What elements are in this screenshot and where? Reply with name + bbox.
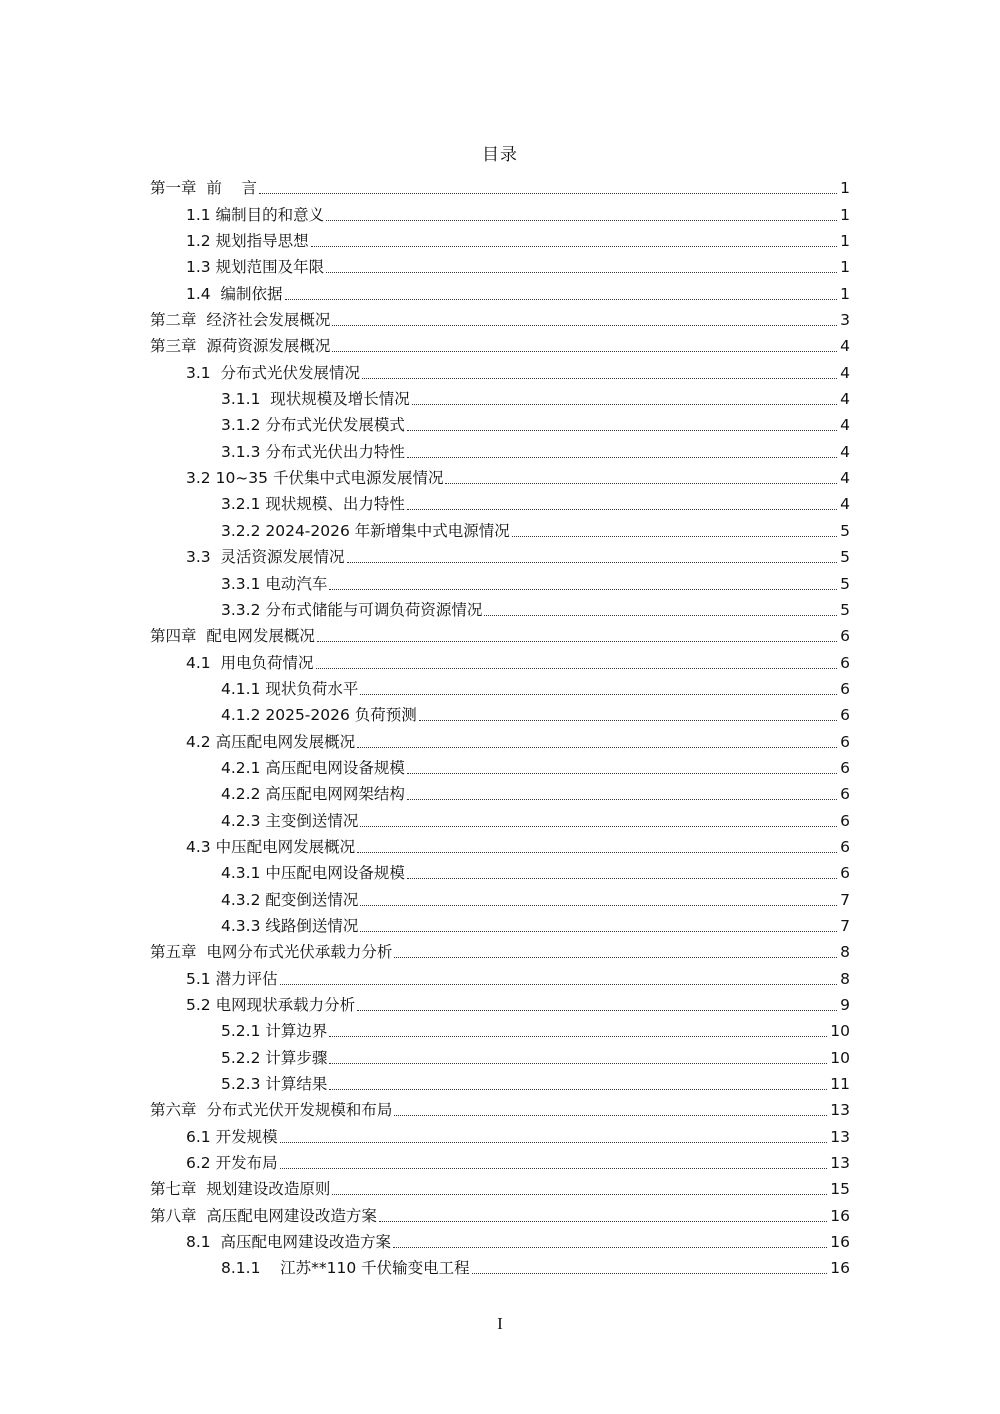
toc-entry-title: 第六章 分布式光伏开发规模和布局: [150, 1101, 393, 1120]
toc-dot-leader: [393, 1247, 827, 1248]
toc-entry[interactable]: [150, 516, 850, 542]
toc-entry[interactable]: [150, 991, 850, 1017]
toc-dot-leader: [347, 562, 837, 563]
toc-entry-title: 第一章 前 言: [150, 179, 258, 198]
toc-entry[interactable]: [150, 200, 850, 226]
toc-entry-page: 5: [840, 574, 850, 593]
toc-entry-page: 6: [840, 864, 850, 883]
toc-entry-page: 16: [830, 1206, 850, 1225]
toc-entry-page: 6: [840, 785, 850, 804]
toc-dot-leader: [484, 615, 837, 616]
toc-entry[interactable]: [150, 543, 850, 569]
toc-entry-title: 8.1 高压配电网建设改造方案: [186, 1233, 392, 1252]
toc-entry[interactable]: [150, 596, 850, 622]
toc-dot-leader: [360, 931, 837, 932]
toc-dot-leader: [357, 747, 837, 748]
toc-entry-page: 9: [840, 996, 850, 1014]
toc-dot-leader: [326, 272, 837, 273]
toc-entry-title: 3.1.1 现状规模及增长情况: [221, 390, 410, 409]
toc-entry-title: 3.1 分布式光伏发展情况: [186, 363, 361, 382]
toc-entry-page: 6: [840, 811, 850, 830]
toc-entry-page: 11: [830, 1075, 850, 1094]
toc-entry-page: 7: [840, 916, 850, 935]
toc-entry[interactable]: [150, 675, 850, 701]
toc-dot-leader: [419, 720, 837, 721]
toc-dot-leader: [311, 246, 837, 247]
toc-dot-leader: [445, 483, 837, 484]
toc-entry-title: 5.1 潜力评估: [186, 969, 278, 988]
toc-dot-leader: [407, 773, 837, 774]
toc-entry[interactable]: [150, 806, 850, 832]
toc-entry-title: 第三章 源荷资源发展概况: [150, 337, 331, 356]
toc-entry-title: 1.1 编制目的和意义: [186, 205, 325, 224]
toc-entry-title: 4.1.1 现状负荷水平: [221, 679, 359, 698]
toc-entry-title: 8.1.1 江苏**110 千伏输变电工程: [221, 1259, 470, 1278]
toc-entry-page: 4: [840, 442, 850, 461]
toc-dot-leader: [316, 668, 837, 669]
toc-entry[interactable]: [150, 964, 850, 990]
toc-entry-title: 4.3 中压配电网发展概况: [186, 837, 356, 856]
toc-entry-page: 5: [840, 548, 850, 567]
toc-entry[interactable]: [150, 780, 850, 806]
toc-dot-leader: [332, 325, 837, 326]
toc-entry[interactable]: [150, 253, 850, 279]
toc-dot-leader: [379, 1221, 827, 1222]
toc-entry[interactable]: [150, 1043, 850, 1069]
toc-dot-leader: [472, 1273, 828, 1274]
toc-entry[interactable]: [150, 912, 850, 938]
toc-entry-title: 3.3.1 电动汽车: [221, 574, 328, 593]
toc-dot-leader: [317, 641, 837, 642]
toc-dot-leader: [280, 984, 837, 985]
toc-dot-leader: [329, 1036, 827, 1037]
toc-dot-leader: [360, 826, 837, 827]
toc-dot-leader: [329, 589, 837, 590]
toc-entry-title: 4.1 用电负荷情况: [186, 653, 314, 672]
toc-dot-leader: [280, 1142, 828, 1143]
toc-entry[interactable]: [150, 648, 850, 674]
toc-entry[interactable]: [150, 754, 850, 780]
toc-entry-title: 1.2 规划指导思想: [186, 232, 309, 251]
toc-entry-title: 4.3.1 中压配电网设备规模: [221, 864, 405, 883]
toc-entry-title: 第五章 电网分布式光伏承载力分析: [150, 943, 393, 962]
toc-entry-page: 1: [840, 205, 850, 224]
toc-entry[interactable]: [150, 332, 850, 358]
toc-entry[interactable]: [150, 1254, 850, 1280]
toc-entry-title: 3.1.3 分布式光伏出力特性: [221, 442, 405, 461]
toc-entry-page: 13: [830, 1154, 850, 1173]
toc-dot-leader: [332, 1194, 827, 1195]
toc-entry[interactable]: [150, 437, 850, 463]
toc-title: 目录: [482, 145, 518, 165]
toc-entry-title: 4.2.3 主变倒送情况: [221, 811, 359, 830]
toc-entry[interactable]: [150, 306, 850, 332]
toc-entry-page: 4: [840, 469, 850, 488]
toc-dot-leader: [357, 852, 837, 853]
toc-dot-leader: [329, 1063, 827, 1064]
toc-entry[interactable]: [150, 859, 850, 885]
toc-entry-page: 1: [840, 284, 850, 303]
toc-dot-leader: [362, 378, 837, 379]
toc-entry[interactable]: [150, 727, 850, 753]
toc-entry-page: 4: [840, 495, 850, 514]
toc-dot-leader: [394, 957, 837, 958]
toc-entry-page: 6: [840, 706, 850, 725]
toc-entry-title: 3.3 灵活资源发展情况: [186, 548, 345, 567]
toc-entry[interactable]: [150, 1122, 850, 1148]
toc-entry[interactable]: [150, 885, 850, 911]
toc-entry-page: 6: [840, 627, 850, 646]
toc-entry-title: 1.4 编制依据: [186, 284, 283, 303]
toc-entry-page: 3: [840, 311, 850, 330]
toc-entry-page: 13: [830, 1101, 850, 1120]
toc-entry-title: 5.2.2 计算步骤: [221, 1048, 328, 1067]
toc-entry[interactable]: [150, 464, 850, 490]
toc-entry-page: 16: [830, 1233, 850, 1252]
toc-entry-page: 6: [840, 653, 850, 672]
toc-dot-leader: [280, 1168, 828, 1169]
toc-entry-title: 3.2 10~35 千伏集中式电源发展情况: [186, 469, 444, 488]
toc-entry-title: 5.2.1 计算边界: [221, 1022, 328, 1041]
toc-entry-page: 6: [840, 837, 850, 856]
toc-entry[interactable]: [150, 358, 850, 384]
toc-entry-page: 13: [830, 1127, 850, 1146]
toc-entry[interactable]: [150, 279, 850, 305]
toc-entry-title: 4.3.2 配变倒送情况: [221, 890, 359, 909]
page-number: I: [497, 1314, 503, 1333]
toc-entry[interactable]: [150, 1201, 850, 1227]
toc-entry[interactable]: [150, 490, 850, 516]
toc-entry-page: 1: [840, 232, 850, 251]
toc-dot-leader: [357, 1010, 837, 1011]
toc-dot-leader: [332, 351, 837, 352]
toc-dot-leader: [407, 878, 837, 879]
toc-entry-page: 10: [830, 1048, 850, 1067]
toc-dot-leader: [512, 536, 837, 537]
toc-entry-title: 4.1.2 2025-2026 负荷预测: [221, 706, 417, 725]
toc-entry-page: 10: [830, 1022, 850, 1041]
toc-entry-page: 5: [840, 521, 850, 540]
toc-entry[interactable]: [150, 385, 850, 411]
toc-entry[interactable]: [150, 1017, 850, 1043]
toc-entry[interactable]: [150, 227, 850, 253]
toc-entry[interactable]: [150, 701, 850, 727]
toc-dot-leader: [329, 1089, 827, 1090]
toc-entry-page: 8: [840, 943, 850, 962]
toc-entry-title: 3.1.2 分布式光伏发展模式: [221, 416, 405, 435]
toc-entry-page: 7: [840, 890, 850, 909]
toc-entry-page: 15: [830, 1180, 850, 1199]
toc-entry-title: 第七章 规划建设改造原则: [150, 1180, 331, 1199]
toc-dot-leader: [326, 220, 837, 221]
toc-entry-title: 4.2.1 高压配电网设备规模: [221, 758, 405, 777]
toc-entry[interactable]: [150, 833, 850, 859]
toc-dot-leader: [407, 509, 837, 510]
toc-entry-title: 第八章 高压配电网建设改造方案: [150, 1206, 377, 1225]
toc-entry[interactable]: [150, 1070, 850, 1096]
toc-dot-leader: [259, 193, 837, 194]
toc-entry-page: 4: [840, 416, 850, 435]
toc-entry-page: 1: [840, 258, 850, 277]
toc-entry-title: 3.2.1 现状规模、出力特性: [221, 495, 405, 514]
toc-entry-page: 8: [840, 969, 850, 988]
toc-entry-page: 6: [840, 758, 850, 777]
toc-entry[interactable]: [150, 1096, 850, 1122]
toc-entry[interactable]: [150, 622, 850, 648]
toc-entry-title: 第四章 配电网发展概况: [150, 627, 315, 646]
toc-entry[interactable]: [150, 569, 850, 595]
toc-entry-page: 6: [840, 679, 850, 698]
toc-entry-title: 4.2 高压配电网发展概况: [186, 732, 356, 751]
toc-entry-page: 4: [840, 390, 850, 409]
toc-entry[interactable]: [150, 411, 850, 437]
toc-entry-title: 3.2.2 2024-2026 年新增集中式电源情况: [221, 521, 510, 540]
toc-entry[interactable]: [150, 938, 850, 964]
toc-dot-leader: [360, 905, 837, 906]
table-of-contents: [150, 174, 850, 1280]
toc-dot-leader: [360, 694, 837, 695]
toc-entry[interactable]: [150, 1149, 850, 1175]
toc-entry-title: 6.1 开发规模: [186, 1127, 278, 1146]
toc-entry[interactable]: [150, 1175, 850, 1201]
toc-entry-page: 4: [840, 337, 850, 356]
toc-dot-leader: [285, 299, 837, 300]
toc-dot-leader: [394, 1115, 827, 1116]
toc-entry-title: 4.2.2 高压配电网网架结构: [221, 785, 405, 804]
toc-entry-title: 6.2 开发布局: [186, 1154, 278, 1173]
toc-entry-page: 1: [840, 179, 850, 198]
toc-dot-leader: [412, 404, 837, 405]
toc-entry[interactable]: [150, 1228, 850, 1254]
toc-entry-title: 3.3.2 分布式储能与可调负荷资源情况: [221, 600, 483, 619]
toc-entry-title: 4.3.3 线路倒送情况: [221, 916, 359, 935]
toc-entry-title: 1.3 规划范围及年限: [186, 258, 325, 277]
toc-dot-leader: [407, 430, 837, 431]
toc-entry-page: 4: [840, 363, 850, 382]
toc-entry-page: 6: [840, 732, 850, 751]
toc-entry-page: 5: [840, 600, 850, 619]
toc-dot-leader: [407, 457, 837, 458]
toc-entry-title: 第二章 经济社会发展概况: [150, 311, 331, 330]
toc-entry-page: 16: [830, 1259, 850, 1278]
toc-dot-leader: [407, 799, 837, 800]
toc-entry[interactable]: [150, 174, 850, 200]
toc-entry-title: 5.2 电网现状承载力分析: [186, 996, 356, 1014]
toc-entry-title: 5.2.3 计算结果: [221, 1075, 328, 1094]
